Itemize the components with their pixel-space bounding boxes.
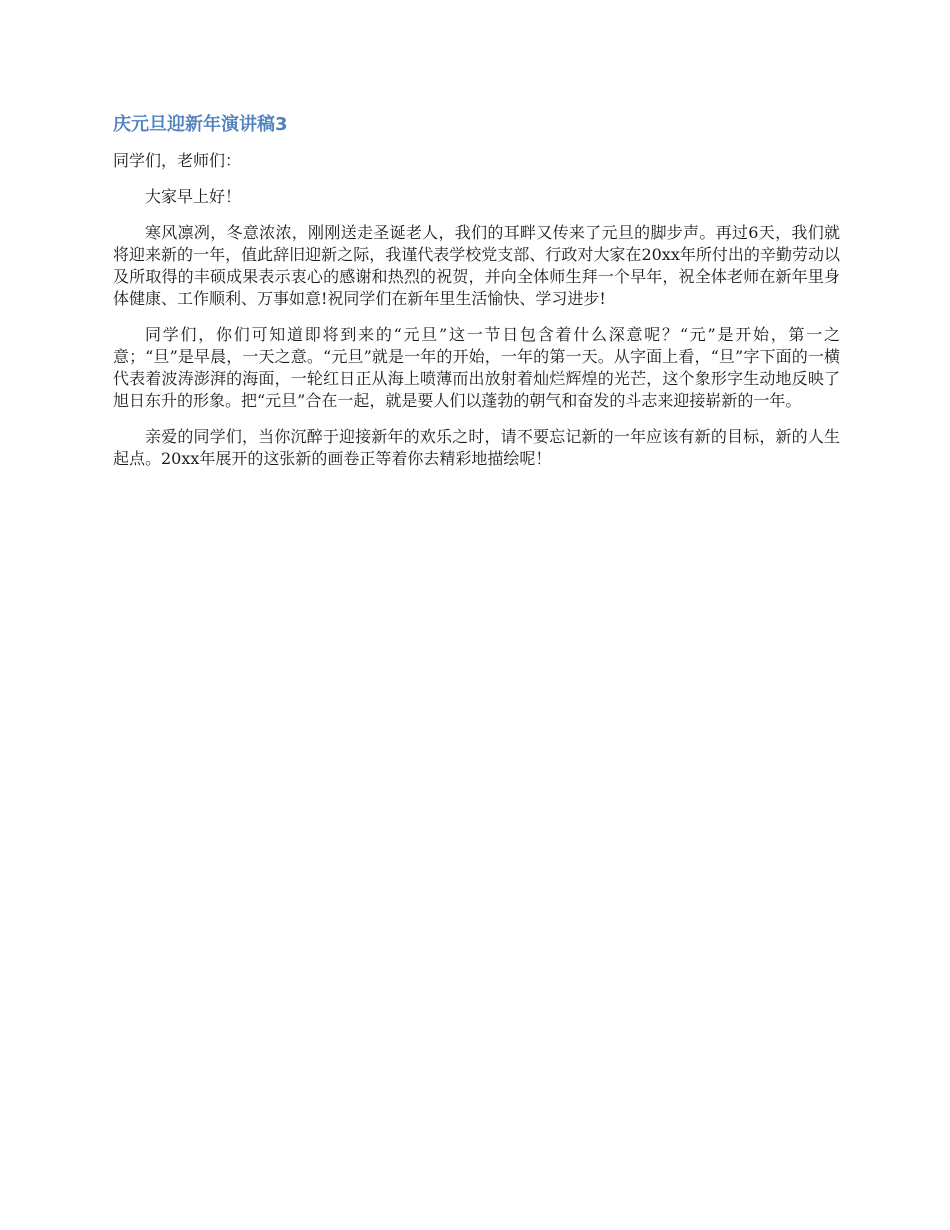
paragraph-closing: 亲爱的同学们，当你沉醉于迎接新年的欢乐之时，请不要忘记新的一年应该有新的目标，新的人生起点。20xx年展开的这张新的画卷正等着你去精彩地描绘呢！ bbox=[113, 427, 840, 468]
paragraph-new-year-greeting: 寒风凛冽，冬意浓浓，刚刚送走圣诞老人，我们的耳畔又传来了元旦的脚步声。再过6天，我们就将迎来新的一年，值此辞旧迎新之际，我谨代表学校党支部、行政对大家在20xx年所付出的辛勤劳动以及所取得的丰硕成果表示衷心的感谢和热烈的祝贺，并向全体师生拜一个早年，祝全体老师在新年里身体健康、工作顺利、万事如意!祝同学们在新年里生活愉快、学习进步! bbox=[113, 223, 840, 308]
document-page bbox=[113, 112, 840, 484]
salutation: 同学们，老师们： bbox=[113, 151, 242, 170]
greeting: 大家早上好！ bbox=[145, 187, 242, 206]
paragraph-yuandan-meaning: 同学们，你们可知道即将到来的“元旦”这一节日包含着什么深意呢？“元”是开始，第一之意；“旦”是早晨，一天之意。“元旦”就是一年的开始，一年的第一天。从字面上看，“旦”字下面的一横代表着波涛澎湃的海面，一轮红日正从海上喷薄而出放射着灿烂辉煌的光芒，这个象形字生动地反映了旭日东升的形象。把“元旦”合在一起，就是要人们以蓬勃的朝气和奋发的斗志来迎接崭新的一年。 bbox=[113, 325, 840, 410]
document-title: 庆元旦迎新年演讲稿3 bbox=[113, 114, 288, 135]
